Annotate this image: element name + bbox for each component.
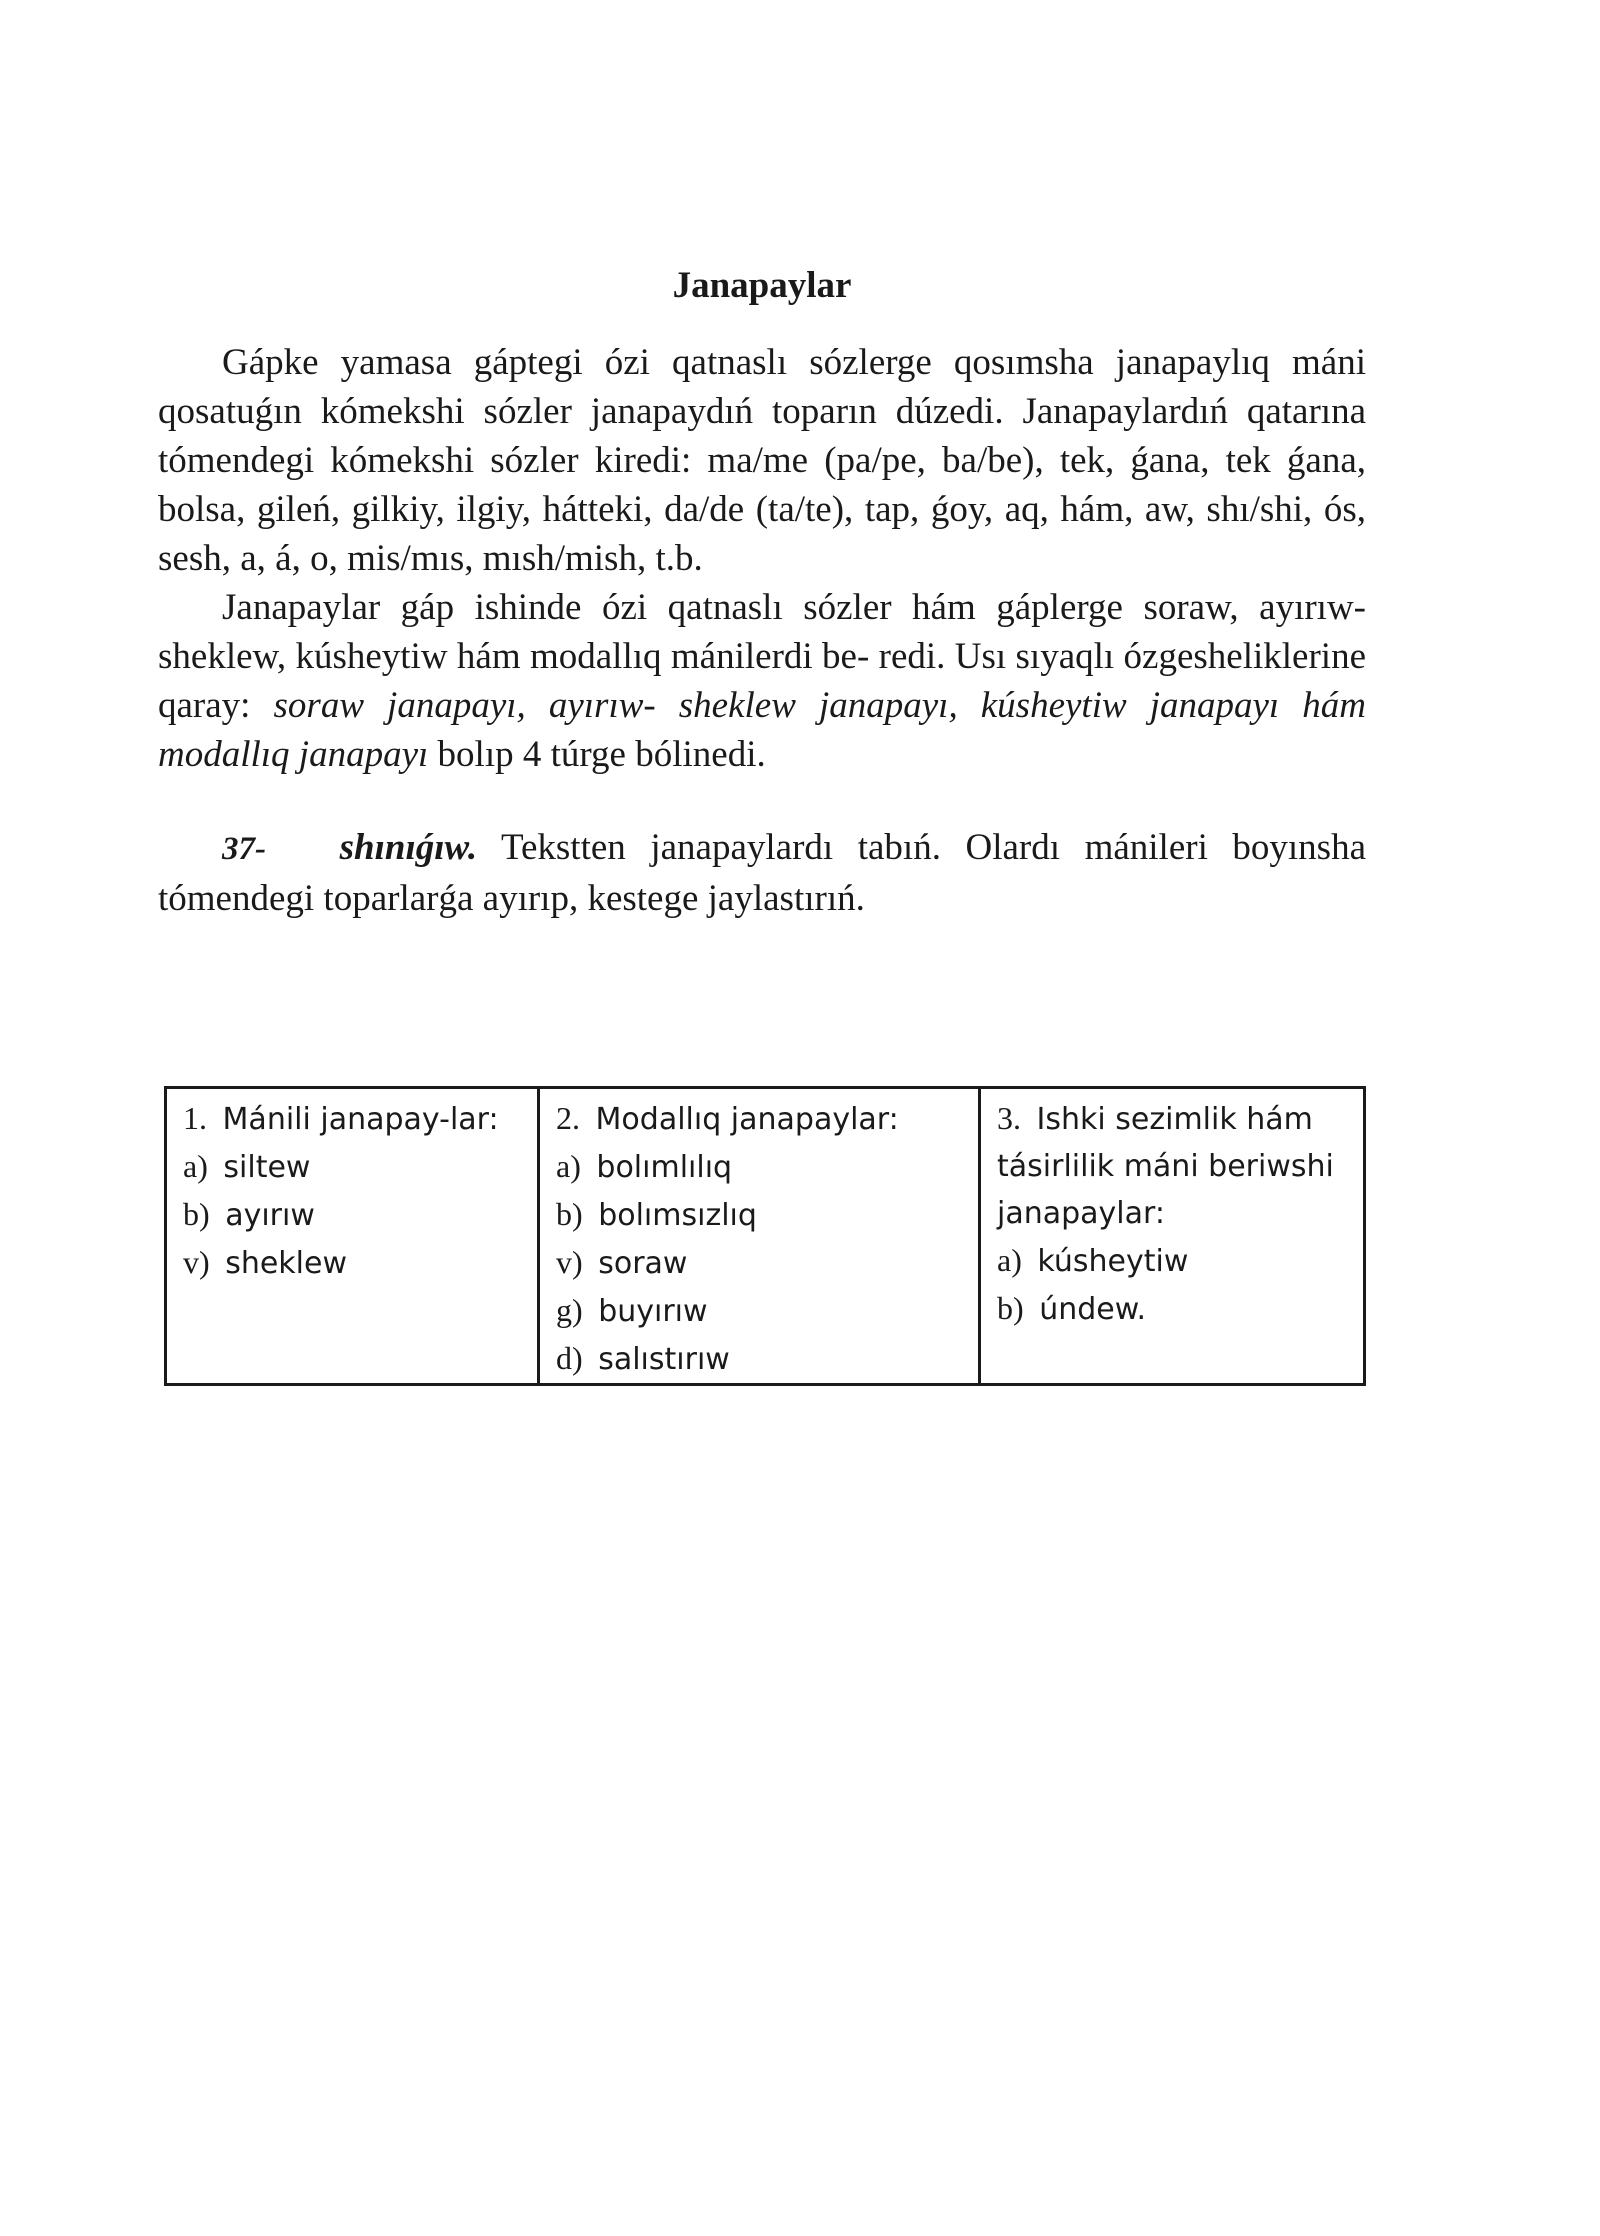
- list-item: [183, 1191, 521, 1239]
- list-item: [183, 1143, 521, 1191]
- table-cell-modal: [539, 1088, 980, 1385]
- item-text: siltew: [223, 1150, 311, 1185]
- item-text: bolımsızlıq: [598, 1198, 757, 1233]
- cell-title: Mánili janapay-lar:: [222, 1102, 499, 1137]
- cell-number: 1.: [183, 1100, 207, 1136]
- item-text: bolımlılıq: [596, 1150, 733, 1185]
- item-mark: a): [997, 1242, 1022, 1278]
- item-text: ayırıw: [225, 1198, 315, 1233]
- item-text: buyırıw: [598, 1294, 708, 1329]
- types-paragraph: [158, 583, 1366, 779]
- list-item: [556, 1335, 962, 1383]
- list-item: [556, 1239, 962, 1287]
- cell-heading: [997, 1095, 1347, 1237]
- item-mark: d): [556, 1340, 583, 1376]
- cell-heading: [183, 1095, 521, 1143]
- cell-number: 3.: [997, 1100, 1021, 1136]
- list-item: [556, 1287, 962, 1335]
- list-item: [556, 1143, 962, 1191]
- table-cell-emotional: [980, 1088, 1365, 1385]
- item-mark: g): [556, 1292, 583, 1328]
- cell-title: Modallıq janapaylar:: [595, 1102, 899, 1137]
- exercise-text: Tekstten janapaylardı tabıń. Olardı mánileri boyınsha tómendegi toparlarǵa ayırıp, kestege jaylastırıń.: [158, 827, 1366, 920]
- item-mark: b): [183, 1196, 210, 1232]
- intro-paragraph: Gápke yamasa gáptegi ózi qatnaslı sózlerge qosımsha janapaylıq máni qosatuǵın kómekshi sózler janapaydıń toparın dúzedi. Janapaylardıń qatarına tómendegi kómekshi sózler kiredi: ma/me (pa/pe, ba/be), tek, ǵana, tek ǵana, bolsa, gileń, gilkiy, ilgiy, hátteki, da/de (ta/te), tap, ǵoy, aq, hám, aw, shı/shi, ós, sesh, a, á, o, mis/mıs, mısh/mish, t.b.: [158, 342, 1366, 580]
- exercise-number: 37-: [222, 831, 266, 868]
- list-item: [183, 1239, 521, 1287]
- item-text: kúsheytiw: [1037, 1244, 1189, 1279]
- page-content: [158, 262, 1366, 923]
- item-text: soraw: [598, 1246, 688, 1281]
- item-mark: v): [556, 1244, 583, 1280]
- item-mark: b): [556, 1196, 583, 1232]
- cell-heading: [556, 1095, 962, 1143]
- list-item: [997, 1237, 1347, 1285]
- item-mark: a): [183, 1148, 208, 1184]
- list-item: [997, 1285, 1347, 1333]
- list-item: [556, 1191, 962, 1239]
- table-cell-meaning: [166, 1088, 539, 1385]
- item-mark: v): [183, 1244, 210, 1280]
- exercise-label: shınıǵıw.: [339, 827, 478, 869]
- item-mark: a): [556, 1148, 581, 1184]
- types-paragraph-end: bolıp 4 túrge bólinedi.: [428, 734, 766, 776]
- page-title: Janapaylar: [672, 265, 852, 306]
- types-paragraph-italic: soraw janapayı, ayırıw- sheklew janapayı, kúsheytiw janapayı hám modallıq janapayı: [158, 685, 1366, 776]
- cell-title: Ishki sezimlik hám tásirlilik máni beriwshi janapaylar:: [997, 1102, 1334, 1231]
- item-text: sheklew: [225, 1246, 348, 1281]
- cell-number: 2.: [556, 1100, 580, 1136]
- table-row: [166, 1088, 1365, 1385]
- categories-table: [164, 1086, 1366, 1386]
- item-text: úndew.: [1039, 1292, 1147, 1327]
- types-paragraph-start: Janapaylar gáp ishinde ózi qatnaslı sózler hám gáplerge soraw, ayırıw-sheklew, kúsheytiw hám modallıq mánilerdi be- redi. Usı sıyaqlı ózgesheliklerine qaray:: [158, 587, 1366, 727]
- exercise-instruction: [158, 823, 1366, 923]
- item-mark: b): [997, 1290, 1024, 1326]
- item-text: salıstırıw: [598, 1342, 730, 1377]
